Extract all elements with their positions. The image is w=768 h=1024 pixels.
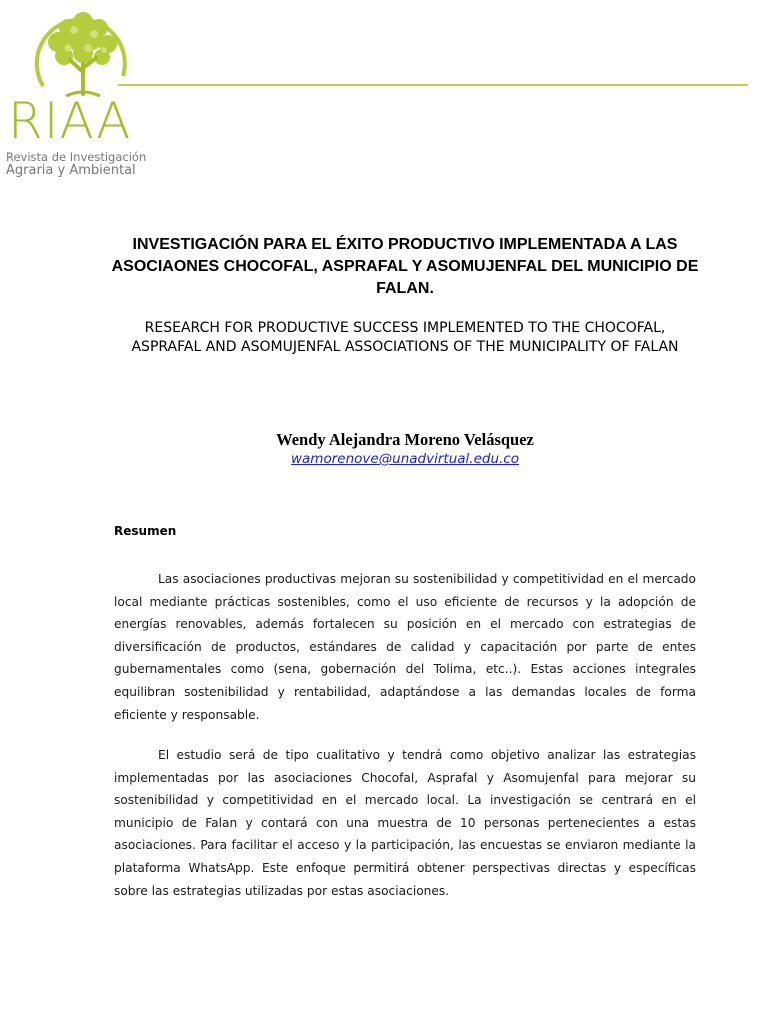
journal-name: RIAA	[8, 92, 132, 150]
author-email-link[interactable]: wamorenove@unadvirtual.edu.co	[290, 451, 519, 467]
journal-subtitle-line2: Agraria y Ambiental	[6, 163, 136, 178]
author-name: Wendy Alejandra Moreno Velásquez	[276, 430, 534, 449]
header-divider	[118, 84, 748, 86]
abstract-paragraph: Las asociaciones productivas mejoran su sostenibilidad y competitividad en el mercado local mediante prácticas sostenibles, como el uso eficiente de recursos y la adopción de energías renovables, además fortalecen su posición en el mercado con estrategias de diversificación de productos, estándares de calidad y capacitación por parte de entes gubernamentales como (sena, gobernación del Tolima, etc..). Estas acciones integrales equilibran sostenibilidad y rentabilidad, adaptándose a las demandas locales de forma eficiente y responsable.	[114, 572, 696, 722]
abstract-paragraph: El estudio será de tipo cualitativo y tendrá como objetivo analizar las estrategias implementadas por las asociaciones Chocofal, Asprafal y Asomujenfal para mejorar su sostenibilidad y competitividad en el mercado local. La investigación se centrará en el municipio de Falan y contará con una muestra de 10 personas pertenecientes a estas asociaciones. Para facilitar el acceso y la participación, las encuestas se enviaron mediante la plataforma WhatsApp. Este enfoque permitirá obtener perspectivas directas y específicas sobre las estrategias utilizadas por estas asociaciones.	[114, 748, 696, 898]
abstract-heading: Resumen	[114, 524, 177, 538]
journal-subtitle-line1: Revista de Investigación	[6, 150, 147, 164]
paper-title-english: RESEARCH FOR PRODUCTIVE SUCCESS IMPLEMENTED TO THE CHOCOFAL, ASPRAFAL AND ASOMUJENFAL ASSOCIATIONS OF THE MUNICIPALITY OF FALAN	[131, 320, 679, 355]
paper-title: INVESTIGACIÓN PARA EL ÉXITO PRODUCTIVO IMPLEMENTADA A LAS ASOCIAONES CHOCOFAL, ASPRAFAL Y ASOMUJENFAL DEL MUNICIPIO DE FALAN.	[111, 236, 699, 297]
tree-in-circle-icon	[8, 6, 158, 106]
